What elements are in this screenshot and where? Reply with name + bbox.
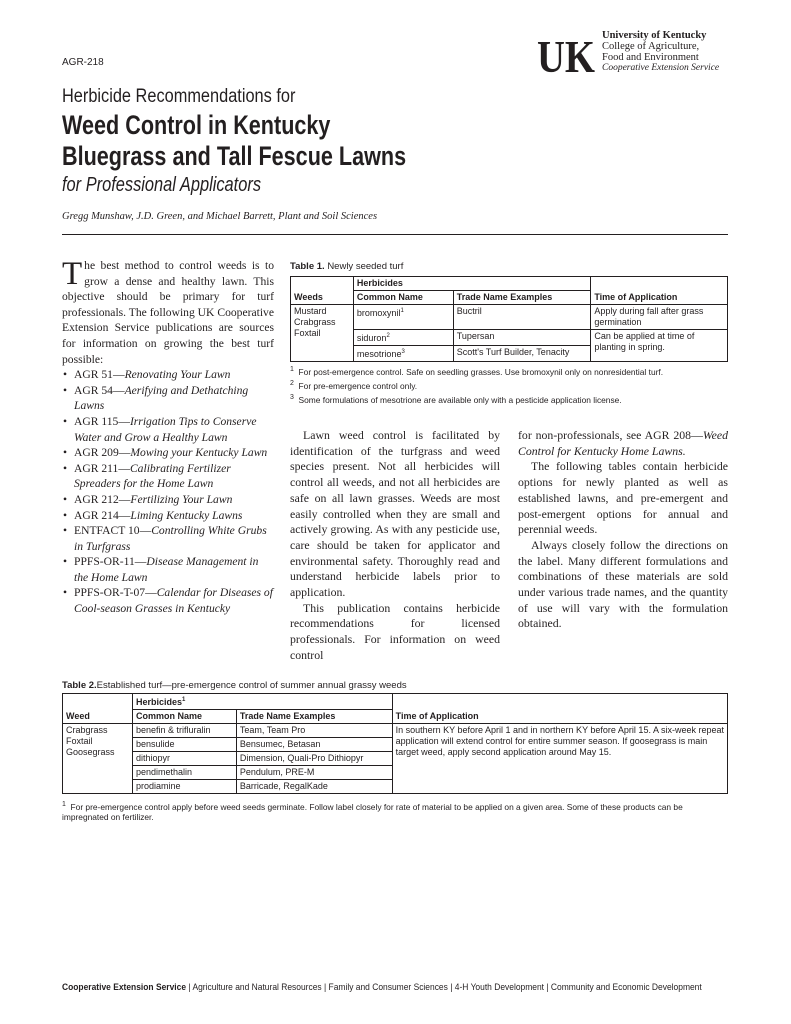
table-cell-common: dithiopyr (132, 752, 236, 766)
publication-title: Calendar for Diseases of Cool-season Grasses in Kentucky (74, 586, 273, 616)
page-subtitle: for Professional Applicators (62, 174, 262, 196)
university-block (602, 30, 719, 74)
table-cell-time: Can be applied at time of planting in spring. (591, 330, 728, 362)
publication-code: AGR 214— (74, 508, 131, 522)
table-row (291, 330, 728, 346)
table-cell-common: benefin & trifluralin (132, 724, 236, 738)
body-paragraph: The following tables contain herbicide options for newly planted as well as established lawns, and pre-emergent and post-emergent options for annual and perennial weeds. (518, 459, 728, 537)
table2-header-blank (63, 694, 133, 710)
table1-col-common: Common Name (353, 291, 453, 305)
publication-list (62, 367, 274, 617)
table2-title: Established turf—pre-emergence control of summer annual grassy weeds (96, 680, 407, 691)
table1-footnotes (290, 364, 663, 405)
table-cell-trade: Pendulum, PRE-M (236, 766, 392, 780)
publication-number: AGR-218 (62, 57, 104, 68)
university-name: University of Kentucky (602, 30, 707, 41)
publication-title: Controlling White Grubs in Turfgrass (74, 524, 267, 553)
page-title-line2: Bluegrass and Tall Fescue Lawns (62, 141, 407, 171)
publication-title: Aerifying and Dethatching Lawns (74, 383, 249, 413)
table-cell-common: mesotrione$^3$ (353, 346, 453, 362)
table2-col-trade: Trade Name Examples (236, 710, 392, 724)
publication-code: PPFS-OR-11— (74, 555, 147, 569)
title-kicker: Herbicide Recommendations for (62, 86, 296, 107)
table2-group-header: Herbicides$^1$ (132, 694, 392, 710)
publication-code: PPFS-OR-T-07— (74, 586, 157, 600)
table-cell-common: pendimethalin (132, 766, 236, 780)
table1-col-time: Time of Application (591, 291, 728, 305)
publication-list-item (74, 585, 274, 616)
table1 (290, 276, 728, 362)
table-cell-common: bromoxynil$^1$ (353, 305, 453, 330)
table1-label: Table 1. (290, 261, 325, 272)
table1-header-row-1 (291, 277, 728, 291)
intro-column (62, 258, 274, 617)
publication-list-item (74, 445, 274, 461)
table-cell-common: siduron$^2$ (353, 330, 453, 346)
publication-code: AGR 211— (74, 461, 130, 475)
extension-service: Cooperative Extension Service (602, 63, 720, 73)
body-paragraph: Always closely follow the directions on the label. Many different formulations and combinations of these materials are sold under various trade names, and the quantity of use will vary with the formulation obtained. (518, 537, 728, 631)
authors: Gregg Munshaw, J.D. Green, and Michael Barrett, Plant and Soil Sciences (62, 211, 378, 222)
table2-header-row-1 (63, 694, 728, 710)
publication-title: Calibrating Fertilizer Spreaders for the Home Lawn (74, 461, 231, 491)
table-cell-trade: Tupersan (453, 330, 591, 346)
publication-code: ENTFACT 10— (74, 524, 152, 538)
publication-code: AGR 209— (74, 446, 131, 460)
intro-paragraph (62, 258, 274, 367)
table1-col-trade: Trade Name Examples (453, 291, 591, 305)
table2-header-row-2 (63, 710, 728, 724)
publication-title: Mowing your Kentucky Lawn (130, 446, 268, 460)
publication-title: Fertilizing Your Lawn (130, 492, 233, 506)
publication-code: AGR 51— (74, 368, 125, 382)
agr208-title: Weed Control for Kentucky Home Lawns. (518, 428, 728, 458)
body-paragraph: for non-professionals, see AGR 208—Weed Control for Kentucky Home Lawns. (518, 428, 728, 458)
publication-code: AGR 212— (74, 492, 131, 506)
publication-list-item (74, 367, 274, 383)
table-cell-trade: Buctril (453, 305, 591, 330)
publication-list-item (74, 554, 274, 585)
drop-cap: T (62, 256, 83, 292)
page-title-line1: Weed Control in Kentucky (62, 110, 331, 140)
publication-list-item (74, 492, 274, 508)
table-cell-trade: Team, Team Pro (236, 724, 392, 738)
table2-col-weed: Weed (63, 710, 133, 724)
table-cell-trade: Dimension, Quali-Pro Dithiopyr (236, 752, 392, 766)
body-paragraph: Lawn weed control is facilitated by identification of the turfgrass and weed species present. Not all herbicides will control all weeds, and not all herbicides are safe on all lawn grasses. Weeds are most easily controlled when they are small and actively growing. As with any pesticide use, care should be taken for applicator and environmental safety. Thoroughly read and understand herbicide labels prior to application. (290, 428, 500, 600)
publication-list-item (74, 414, 274, 445)
table-cell-trade: Barricade, RegalKade (236, 780, 392, 794)
publication-title: Renovating Your Lawn (124, 368, 231, 382)
table-cell-time: Apply during fall after grass germination (591, 305, 728, 330)
footnote: $^1$ For post-emergence control. Safe on seedling grasses. Use bromoxynil only on nonresidential turf. (290, 366, 664, 377)
table2-label: Table 2. (62, 680, 97, 691)
publication-code: AGR 54— (74, 383, 125, 397)
publication-list-item (74, 461, 274, 492)
table1-weeds-cell: Mustard Crabgrass Foxtail (291, 305, 354, 362)
footer-org: Cooperative Extension Service (62, 982, 187, 992)
college-name: College of Agriculture, (602, 41, 700, 52)
publication-list-item (74, 383, 274, 414)
table-cell-trade: Scott's Turf Builder, Tenacity (453, 346, 591, 362)
table1-title: Newly seeded turf (327, 261, 404, 272)
table2-header-blank-2 (392, 694, 727, 710)
table-cell-common: prodiamine (132, 780, 236, 794)
table2-time-cell: In southern KY before April 1 and in northern KY before April 15. A six-week repeat application will extend control for entire summer season. If goosegrass is main target weed, apply second application around May 15. (392, 724, 727, 794)
body-column-1 (290, 428, 500, 664)
publication-code: AGR 115— (74, 414, 130, 428)
publication-title: Liming Kentucky Lawns (130, 508, 243, 522)
table2-col-common: Common Name (132, 710, 236, 724)
table1-header-blank-2 (591, 277, 728, 291)
table-row (291, 305, 728, 330)
publication-list-item (74, 508, 274, 524)
table1-col-weeds: Weeds (291, 291, 354, 305)
table-cell-common: bensulide (132, 738, 236, 752)
publication-title: Irrigation Tips to Conserve Water and Grow a Healthy Lawn (74, 414, 257, 444)
publication-list-item (74, 523, 274, 554)
intro-text: he best method to control weeds is to grow a dense and healthy lawn. This objective should be primary for turf professionals. The following UK Cooperative Extension Service publications are sources for information on growing the best turf possible: (62, 259, 274, 366)
table-row (63, 724, 728, 738)
table2-footnote: $^1$ For pre-emergence control apply before weed seeds germinate. Follow label closely for rate of material to be applied on a given area. Some of these products can be impregnated on fertilizer. (62, 801, 683, 823)
table2-caption (62, 680, 407, 691)
uk-logo (537, 31, 597, 82)
table2-col-time: Time of Application (392, 710, 727, 724)
table1-header-row-2 (291, 291, 728, 305)
footer-program-areas: | Agriculture and Natural Resources | Family and Consumer Sciences | 4-H Youth Development | Community and Economic Development (186, 982, 702, 992)
footnote: $^2$ For pre-emergence control only. (290, 379, 418, 391)
table2 (62, 693, 728, 794)
table2-weeds-cell: Crabgrass Foxtail Goosegrass (63, 724, 133, 794)
body-column-2 (518, 428, 728, 632)
footnote: $^3$ Some formulations of mesotrione are available only with a pesticide application license. (290, 393, 622, 405)
title-divider (62, 234, 728, 235)
uk-logo-text: UK (537, 31, 596, 82)
table1-header-blank (291, 277, 354, 291)
footer (62, 982, 702, 992)
college-name-2: Food and Environment (602, 52, 699, 63)
table1-caption (290, 261, 403, 272)
publication-title: Disease Management in the Home Lawn (74, 555, 259, 584)
table-cell-trade: Bensumec, Betasan (236, 738, 392, 752)
table1-group-header: Herbicides (353, 277, 590, 291)
body-paragraph: This publication contains herbicide recommendations for licensed professionals. For information on weed control (290, 600, 500, 662)
